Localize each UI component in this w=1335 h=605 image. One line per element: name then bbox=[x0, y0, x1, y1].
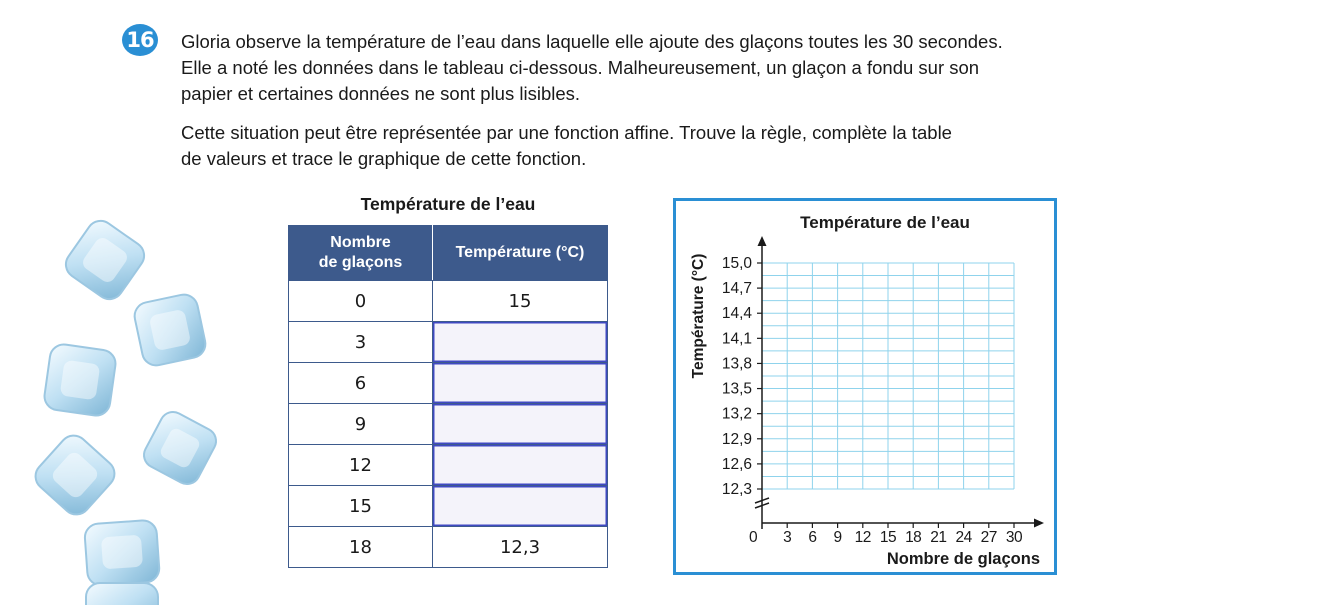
ice-cube-icon bbox=[139, 407, 220, 488]
y-tick-label: 12,3 bbox=[721, 481, 752, 498]
ice-cube-icon bbox=[30, 430, 120, 520]
y-tick-label: 14,1 bbox=[721, 330, 752, 348]
temperature-answer-cell[interactable] bbox=[433, 404, 608, 445]
x-tick-label: 30 bbox=[1005, 529, 1023, 546]
y-tick-label: 13,5 bbox=[721, 380, 752, 398]
count-cell: 12 bbox=[289, 445, 433, 486]
y-tick-label: 12,9 bbox=[721, 430, 752, 448]
chart-title: Température de l’eau bbox=[800, 213, 970, 232]
table-title: Température de l’eau bbox=[360, 194, 536, 214]
y-tick-label: 13,2 bbox=[721, 405, 752, 423]
instructions bbox=[181, 120, 952, 172]
temperature-cell: 12,3 bbox=[433, 527, 608, 568]
temperature-answer-cell[interactable] bbox=[433, 363, 608, 404]
ice-cube-icon bbox=[84, 520, 160, 587]
table-row bbox=[289, 404, 608, 445]
exercise-number-badge: 16 bbox=[122, 24, 158, 56]
header-line: de glaçons bbox=[318, 254, 403, 271]
temperature-answer-cell[interactable] bbox=[433, 322, 608, 363]
temperature-cell: 15 bbox=[433, 281, 608, 322]
y-tick-label: 13,8 bbox=[721, 355, 752, 373]
ice-cube-icon bbox=[132, 292, 208, 368]
temperature-answer-cell[interactable] bbox=[433, 486, 608, 527]
column-header-temperature: Température (°C) bbox=[433, 226, 608, 281]
problem-statement bbox=[181, 29, 1003, 107]
x-tick-label: 24 bbox=[955, 529, 972, 546]
x-axis-label: Nombre de glaçons bbox=[886, 550, 1040, 568]
y-tick-label: 14,4 bbox=[721, 305, 752, 323]
count-cell: 3 bbox=[289, 322, 433, 363]
count-cell: 6 bbox=[289, 363, 433, 404]
table-row bbox=[289, 281, 608, 322]
y-axis-arrow-icon bbox=[758, 236, 767, 246]
values-table bbox=[288, 225, 608, 568]
x-tick-label: 15 bbox=[879, 529, 897, 546]
ice-cube-icon bbox=[86, 583, 158, 605]
instruction-line: Cette situation peut être représentée par une fonction affine. Trouve la règle, complète la table bbox=[181, 122, 952, 143]
x-tick-label: 12 bbox=[854, 529, 871, 546]
y-tick-label: 12,6 bbox=[721, 455, 752, 473]
temperature-answer-cell[interactable] bbox=[433, 445, 608, 486]
statement-line: Elle a noté les données dans le tableau ci-dessous. Malheureusement, un glaçon a fondu sur son bbox=[181, 57, 980, 78]
count-cell: 18 bbox=[289, 527, 433, 568]
table-row bbox=[289, 527, 608, 568]
x-tick-label: 0 bbox=[748, 529, 758, 546]
x-tick-label: 21 bbox=[930, 529, 947, 546]
table-row bbox=[289, 486, 608, 527]
count-cell: 0 bbox=[289, 281, 433, 322]
column-header-count bbox=[289, 226, 433, 281]
x-tick-label: 3 bbox=[783, 529, 792, 546]
x-tick-label: 6 bbox=[808, 529, 817, 546]
count-cell: 15 bbox=[289, 486, 433, 527]
y-tick-label: 14,7 bbox=[721, 280, 752, 298]
count-cell: 9 bbox=[289, 404, 433, 445]
ice-cube-icon bbox=[43, 343, 118, 418]
table-row bbox=[289, 322, 608, 363]
x-axis-arrow-icon bbox=[1034, 519, 1044, 528]
y-axis-label: Température (°C) bbox=[690, 253, 707, 379]
header-line: Nombre bbox=[330, 234, 391, 251]
statement-line: papier et certaines données ne sont plus lisibles. bbox=[181, 83, 581, 104]
x-tick-label: 9 bbox=[833, 529, 842, 546]
table-row bbox=[289, 445, 608, 486]
temperature-chart[interactable] bbox=[673, 198, 1057, 575]
table-header-row bbox=[289, 226, 608, 281]
y-tick-label: 15,0 bbox=[721, 255, 752, 272]
instruction-line: de valeurs et trace le graphique de cette fonction. bbox=[181, 148, 587, 169]
statement-line: Gloria observe la température de l’eau dans laquelle elle ajoute des glaçons toutes les 30 secondes. bbox=[181, 31, 1003, 52]
table-row bbox=[289, 363, 608, 404]
ice-cubes-illustration bbox=[20, 210, 240, 605]
ice-cube-icon bbox=[60, 215, 149, 304]
x-tick-label: 18 bbox=[905, 529, 922, 546]
x-tick-label: 27 bbox=[980, 529, 997, 546]
chart-plot-area[interactable] bbox=[722, 236, 1044, 546]
